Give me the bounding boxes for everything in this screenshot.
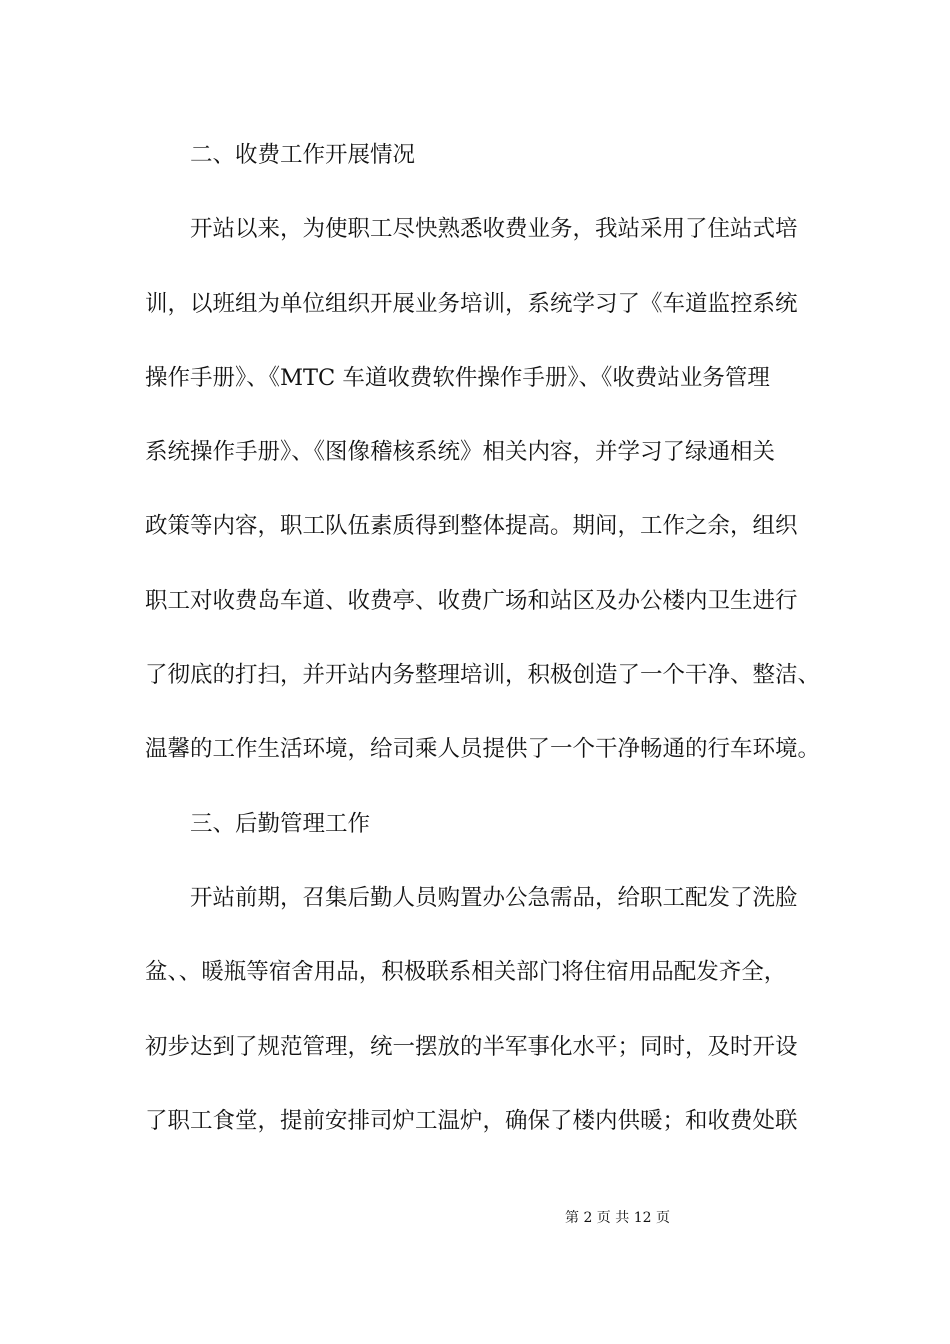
- section-heading-fee-work: [145, 118, 905, 192]
- paragraph-line: 系统操作手册》、《图像稽核系统》相关内容，并学习了绿通相关: [145, 439, 776, 466]
- paragraph-line: 操作手册》、《MTC 车道收费软件操作手册》、《收费站业务管理: [145, 364, 770, 391]
- section-heading-logistics: [145, 787, 905, 861]
- paragraph-line: 了彻底的打扫，并开站内务整理培训，积极创造了一个干净、整洁、: [145, 662, 821, 689]
- paragraph-line: 了职工食堂，提前安排司炉工温炉，确保了楼内供暖；和收费处联: [145, 1107, 798, 1134]
- paragraph-line: 开站以来，为使职工尽快熟悉收费业务，我站采用了住站式培: [190, 216, 798, 243]
- paragraph-line: 盆、、暖瓶等宿舍用品，积极联系相关部门将住宿用品配发齐全，: [145, 959, 787, 986]
- paragraph-line: 政策等内容，职工队伍素质得到整体提高。期间，工作之余，组织: [145, 513, 798, 540]
- paragraph-logistics: [145, 861, 905, 1158]
- paragraph-line: 初步达到了规范管理，统一摆放的半军事化水平；同时，及时开设: [145, 1033, 798, 1060]
- paragraph-line: 职工对收费岛车道、收费亭、收费广场和站区及办公楼内卫生进行: [145, 587, 798, 614]
- page-number-footer: 第 2 页 共 12 页: [565, 1210, 670, 1226]
- heading-line: 三、后勤管理工作: [190, 810, 371, 837]
- paragraph-line: 训，以班组为单位组织开展业务培训，系统学习了《车道监控系统: [145, 290, 798, 317]
- paragraph-line: 开站前期，召集后勤人员购置办公急需品，给职工配发了洗脸: [190, 884, 798, 911]
- heading-line: 二、收费工作开展情况: [190, 142, 416, 168]
- paragraph-fee-work: [145, 192, 905, 786]
- document-body: [145, 118, 905, 1158]
- paragraph-line: 温馨的工作生活环境，给司乘人员提供了一个干净畅通的行车环境。: [145, 736, 821, 763]
